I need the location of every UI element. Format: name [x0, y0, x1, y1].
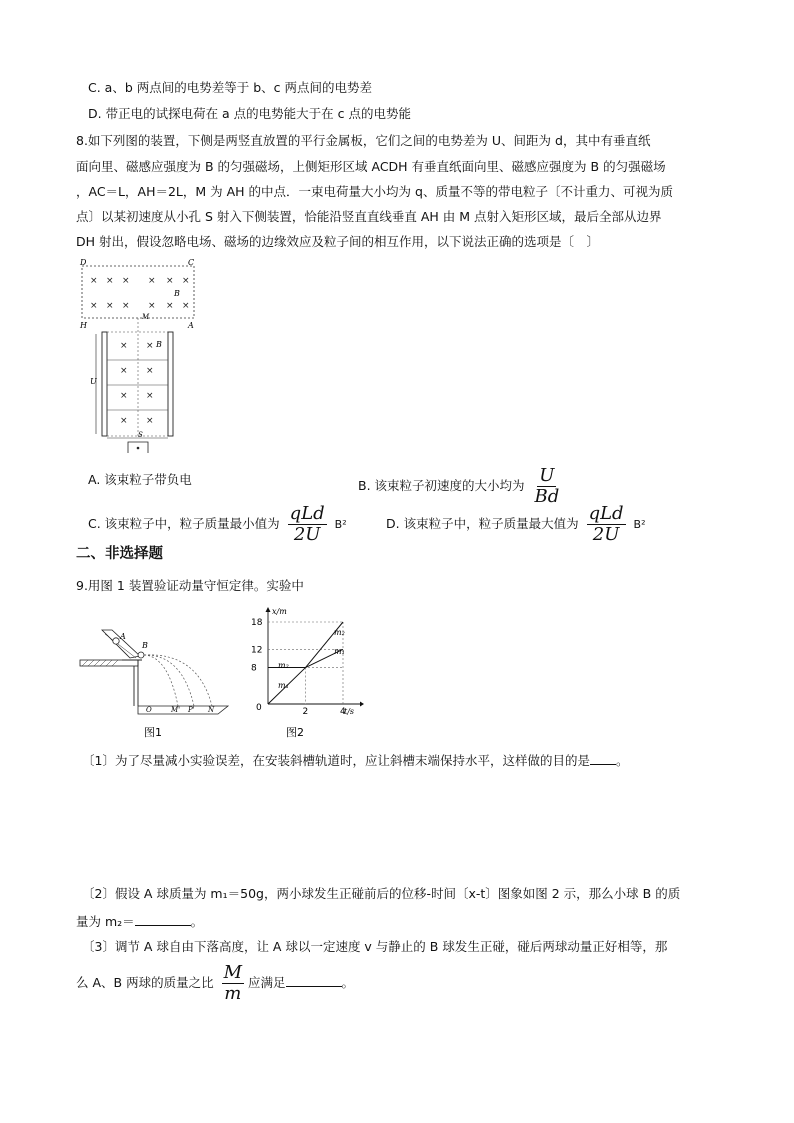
svg-text:×: ×	[90, 301, 98, 311]
fig2-caption: 图2	[286, 726, 304, 739]
q9-stem: 9.用图 1 装置验证动量守恒定律。实验中	[76, 578, 304, 593]
svg-text:×: ×	[148, 301, 156, 311]
svg-text:×: ×	[122, 301, 130, 311]
q8-option-d-fraction	[587, 504, 626, 545]
label-a: A	[188, 321, 194, 330]
svg-text:×: ×	[166, 276, 174, 286]
label-b-low: B	[156, 340, 162, 349]
svg-text:×: ×	[166, 301, 174, 311]
q8-option-d	[386, 504, 646, 545]
series-label-m1-low: m₁	[278, 681, 289, 690]
q8-option-c	[88, 504, 347, 545]
q9-sub2-blank[interactable]	[135, 913, 191, 926]
q9-sub2-line-1: 〔2〕假设 A 球质量为 m₁＝50g，两小球发生正碰前后的位移-时间〔x-t〕图象如图 2 示，那么小球 B 的质	[82, 886, 681, 901]
x-tick-label-1: 4	[340, 707, 346, 717]
series-label-m2-left: m₂	[278, 661, 289, 670]
fig1-label-p: P'	[188, 706, 195, 714]
svg-text:×: ×	[90, 276, 98, 286]
svg-text:×: ×	[148, 276, 156, 286]
q9-figure-2-chart	[236, 604, 366, 742]
y-axis-arrow	[266, 607, 271, 612]
q9-sub3-end: 。	[341, 975, 355, 990]
svg-text:×: ×	[120, 341, 128, 351]
fraction-denominator: 2U	[293, 524, 321, 545]
q9-sub1-end: 。	[615, 753, 629, 768]
q7-option-c: C. a、b 两点间的电势差等于 b、c 两点间的电势差	[88, 80, 372, 95]
label-h: H	[80, 321, 87, 330]
y-tick-label-2: 8	[251, 663, 257, 674]
q9-sub3-line-1: 〔3〕调节 A 球自由下落高度，让 A 球以一定速度 v 与静止的 B 球发生正碰，碰后两球动量正好相等，那	[82, 939, 668, 954]
q9-figure-1	[78, 628, 233, 740]
q9-sub2-end: 。	[190, 914, 204, 929]
svg-text:×: ×	[182, 276, 190, 286]
fraction-numerator: M	[223, 962, 242, 983]
x-tick-label-0: 2	[302, 707, 309, 717]
q8-stem-line-3: ，AC＝L，AH＝2L，M 为 AH 的中点．一束电荷量大小均为 q、质量不等的带电粒子〔不计重力、可视为质	[76, 184, 673, 199]
svg-text:×: ×	[146, 366, 154, 376]
q9-sub3-line-2	[76, 963, 354, 1004]
fraction-denominator: Bd	[534, 486, 560, 507]
svg-text:×: ×	[182, 301, 190, 311]
q9-sub1-blank[interactable]	[590, 752, 616, 765]
fraction-denominator: m	[224, 983, 242, 1004]
label-d: D	[80, 258, 87, 267]
y-axis-label: x/m	[272, 607, 287, 616]
q8-figure	[76, 256, 206, 454]
q9-sub1-text: 〔1〕为了尽量减小实验误差，在安装斜槽轨道时，应让斜槽末端保持水平，这样做的目的是	[82, 753, 590, 768]
q8-option-b	[358, 466, 565, 507]
q8-option-b-text: B. 该束粒子初速度的大小均为	[358, 478, 525, 493]
svg-text:×: ×	[122, 276, 130, 286]
fraction-numerator: qLd	[289, 503, 325, 524]
q8-option-d-suffix: B²	[633, 518, 646, 531]
fig1-caption: 图1	[144, 726, 162, 739]
fraction-denominator: 2U	[592, 524, 620, 545]
q8-stem-line-5: DH 射出，假设忽略电场、磁场的边缘效应及粒子间的相互作用，以下说法正确的选项是〔 〕	[76, 234, 599, 249]
q8-stem-line-2: 面向里、磁感应强度为 B 的匀强磁场，上侧矩形区域 ACDH 有垂直纸面向里、磁感应强度为 B 的匀强磁场	[76, 159, 666, 174]
label-u: U	[90, 377, 97, 386]
svg-text:×: ×	[106, 276, 114, 286]
fig1-label-n: N	[208, 706, 215, 714]
q8-stem-line-1: 8.如下列图的装置，下侧是两竖直放置的平行金属板，它们之间的电势差为 U、间距为 d，其中有垂直纸	[76, 133, 651, 148]
svg-text:×: ×	[146, 416, 154, 426]
q9-sub2-line-2	[76, 913, 203, 930]
section-title: 二、非选择题	[76, 546, 163, 562]
q8-option-c-suffix: B²	[334, 518, 347, 531]
q9-sub1	[82, 752, 628, 769]
label-s: S	[138, 431, 143, 439]
svg-text:×: ×	[120, 366, 128, 376]
origin-tick: 0	[256, 703, 262, 713]
q9-sub2-text: 量为 m₂＝	[76, 914, 135, 929]
q8-option-c-fraction	[288, 504, 327, 545]
fraction-numerator: qLd	[588, 503, 624, 524]
q8-option-d-text: D. 该束粒子中，粒子质量最大值为	[386, 516, 579, 531]
label-c: C	[188, 258, 195, 267]
q8-option-b-fraction	[533, 466, 562, 507]
q9-sub3-text: 么 A、B 两球的质量之比	[76, 975, 214, 990]
svg-text:×: ×	[120, 416, 128, 426]
fig1-label-m: M'	[171, 706, 181, 714]
q7-option-d: D. 带正电的试探电荷在 a 点的电势能大于在 c 点的电势能	[88, 106, 411, 121]
svg-text:×: ×	[120, 391, 128, 401]
fig1-label-b: B	[142, 641, 148, 650]
svg-text:×: ×	[106, 301, 114, 311]
q9-sub3-fraction	[222, 963, 244, 1004]
svg-text:×: ×	[146, 341, 154, 351]
label-b-top: B	[174, 289, 180, 298]
q8-stem-line-4: 点〕以某初速度从小孔 S 射入下侧装置，恰能沿竖直直线垂直 AH 由 M 点射入矩形区域，最后全部从边界	[76, 209, 662, 224]
fig1-label-o: O	[146, 706, 152, 714]
q9-sub3-blank[interactable]	[286, 974, 342, 987]
fig1-label-a: A	[120, 632, 126, 641]
fraction-numerator: U	[539, 465, 555, 486]
x-axis-arrow	[360, 702, 364, 707]
y-tick-label-0: 18	[251, 618, 263, 628]
y-tick-label-1: 12	[251, 645, 263, 656]
q8-option-c-text: C. 该束粒子中，粒子质量最小值为	[88, 516, 280, 531]
label-m: M	[142, 313, 150, 321]
series-label-m1-top: m₁	[334, 647, 345, 656]
svg-text:×: ×	[146, 391, 154, 401]
q9-sub3-condition: 应满足	[248, 975, 286, 990]
series-label-m2-top: m₂	[334, 628, 345, 637]
q8-option-a: A. 该束粒子带负电	[88, 472, 192, 487]
x-axis-label: t/s	[344, 707, 355, 716]
